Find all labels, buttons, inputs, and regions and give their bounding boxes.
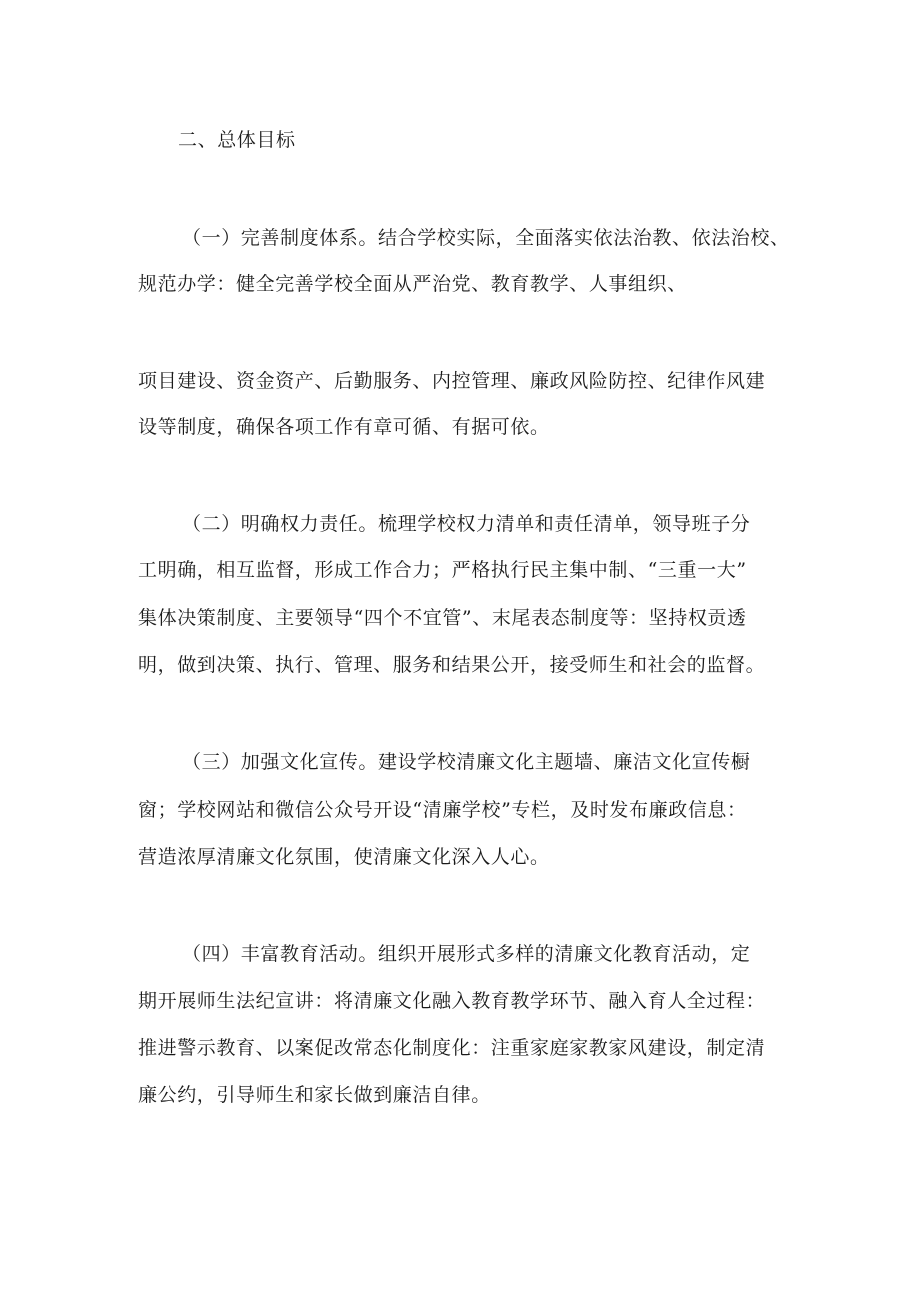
- paragraph-3-line-4: 明，做到决策、执行、管理、服务和结果公开，接受师生和社会的监督。: [138, 654, 766, 676]
- paragraph-5-line-2: 期开展师生法纪宣讲：将清廉文化融入教育教学环节、融入育人全过程：: [138, 990, 766, 1012]
- paragraph-1-line-1: （一）完善制度体系。结合学校实际，全面落实依法治教、依法治校、: [182, 227, 790, 249]
- paragraph-3-line-3: 集体决策制度、主要领导“四个不宜管”、末尾表态制度等：坚持权贡透: [138, 607, 747, 629]
- paragraph-3-line-2: 工明确，相互监督，形成工作合力；严格执行民主集中制、“三重一大”: [138, 559, 747, 581]
- paragraph-1-line-2: 规范办学：健全完善学校全面从严治党、教育教学、人事组织、: [138, 273, 687, 295]
- paragraph-2-line-1: 项目建设、资金资产、后勤服务、内控管理、廉政风险防控、纪律作风建: [138, 370, 766, 392]
- paragraph-5-line-3: 推进警示教育、以案促改常态化制度化：注重家庭家教家风建设，制定清: [138, 1037, 766, 1059]
- section-heading: 二、总体目标: [178, 129, 296, 151]
- paragraph-5-line-1: （四）丰富教育活动。组织开展形式多样的清廉文化教育活动，定: [182, 943, 751, 965]
- paragraph-3-line-1: （二）明确权力责任。梳理学校权力清单和责任清单，领导班子分: [182, 513, 751, 535]
- paragraph-2-line-2: 设等制度，确保各项工作有章可循、有据可依。: [138, 416, 550, 438]
- paragraph-4-line-2: 窗；学校网站和微信公众号开设“清廉学校”专栏，及时发布廉政信息：: [138, 799, 747, 821]
- paragraph-4-line-1: （三）加强文化宣传。建设学校清廉文化主题墙、廉洁文化宣传橱: [182, 751, 751, 773]
- paragraph-4-line-3: 营造浓厚清廉文化氛围，使清廉文化深入人心。: [138, 846, 550, 868]
- paragraph-5-line-4: 廉公约，引导师生和家长做到廉洁自律。: [138, 1084, 491, 1106]
